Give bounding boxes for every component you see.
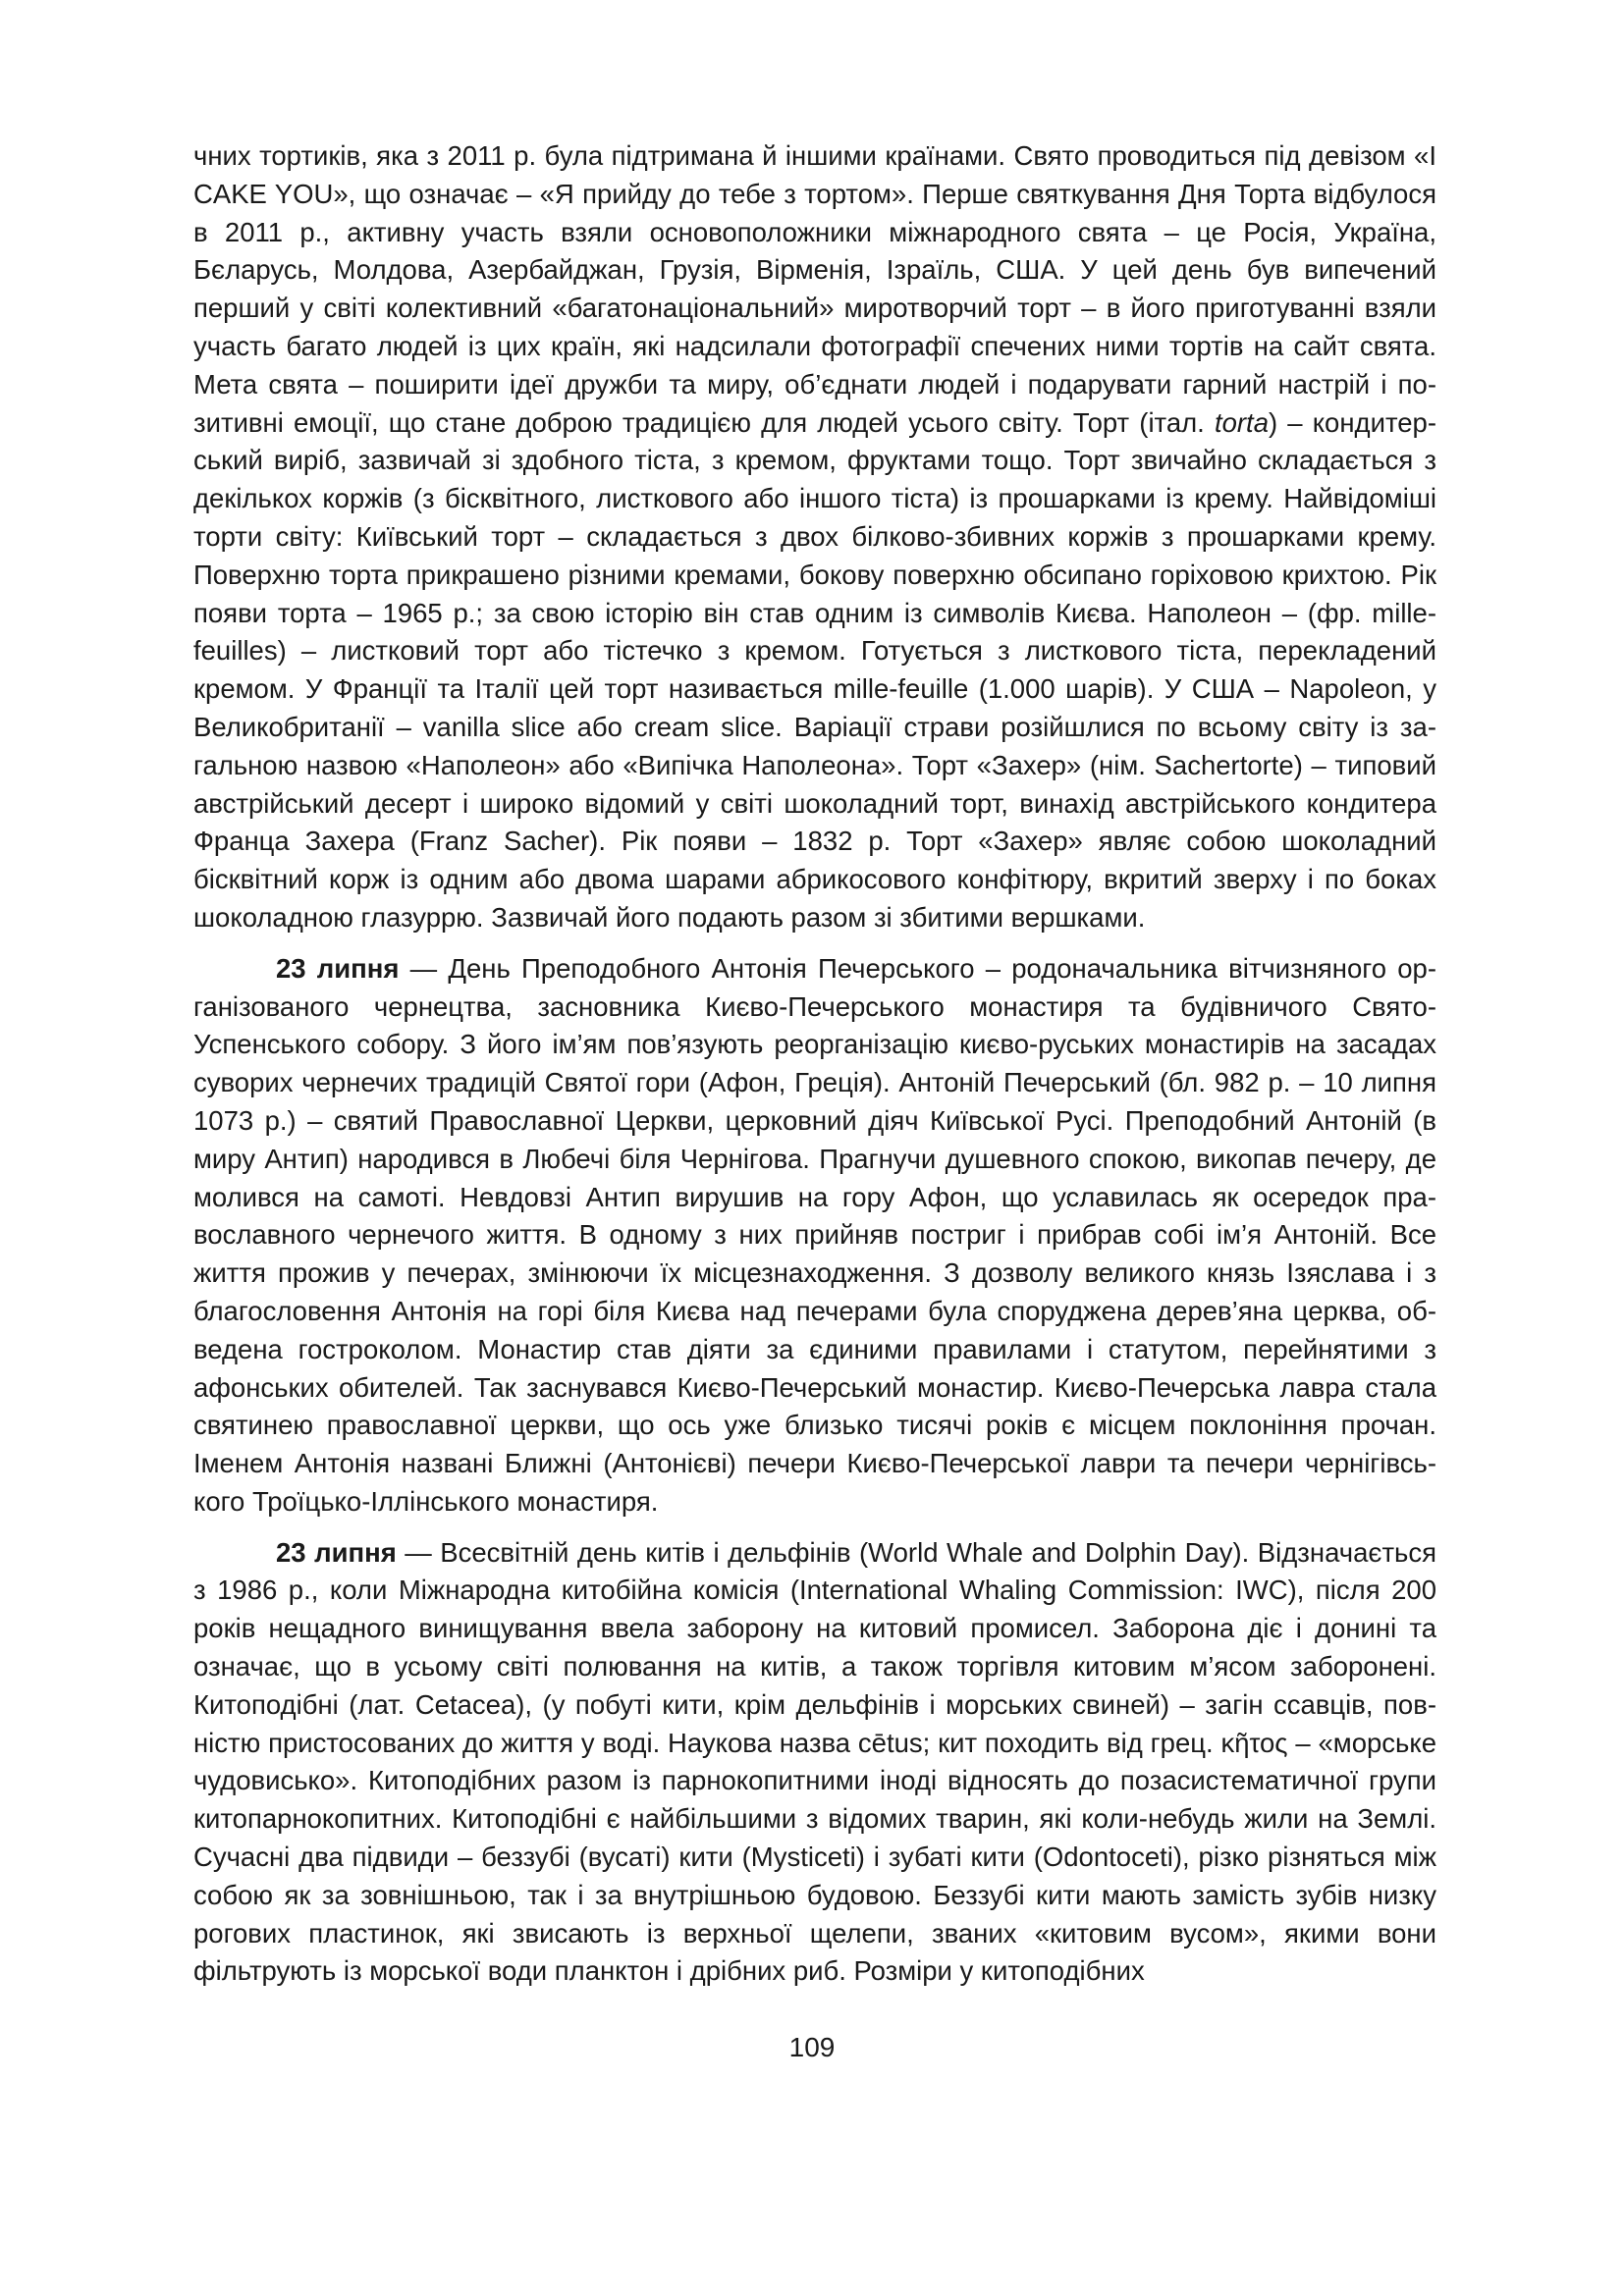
paragraph-text: — Всесвітній день китів і дельфінів (World Whale and Dolphin Day). Відзначається з 1986 р., коли Міжнародна китобійна комісія (International Whaling Commission: IWC), після 200 років нещадного винищування ввела заборону на китовий промисел. Заборона діє і донині та означає, що в усьому світі полювання на китів, а також торгівля китовим м’ясом заборонені. Китоподібні (лат. Cetacea), (у побуті кити, крім дельфінів і морських свиней) – загін ссавців, повністю пристосованих до життя у воді. Наукова назва cētus; кит походить від грец. κῆτος – «морське чудовисько». Китоподібних разом із парнокопитними іноді відносять до позасистематичної групи китопарнокопитних. Китоподібні є найбільшими з відомих тварин, які коли-небудь жили на Землі. Сучасні два підвиди – беззубі (вусаті) кити (Mysticeti) і зубаті кити (Odontoceti), різко різняться між собою як за зовнішньою, так і за внутрішньою будовою. Беззубі кити мають замість зубів низку рогових пластинок, які звисають із верхньої щелепи, званих «китовим вусом», якими вони фільтрують із морської води планктон і дрібних риб. Розміри у китоподібних (193, 1536, 1437, 1987)
paragraph-antoniy (193, 950, 1436, 1522)
paragraph-text: чних тортиків, яка з 2011 р. була підтримана й іншими країнами. Свято проводиться під девізом «I CAKE YOU», що означає – «Я прийду до тебе з тортом». Перше святкування Дня Торта відбулося в 2011 р., активну участь взяли основоположники міжнародного свята – це Росія, Україна, Бєларусь, Молдова, Азербайджан, Грузія, Вірменія, Ізраїль, США. У цей день був випечений перший у світі колективний «багатонаціональний» миротворчий торт – в його приготуванні взяли участь багато людей із цих країн, які надсилали фотографії спечених ними тортів на сайт свята. Мета свята – поширити ідеї дружби та миру, об’єднати людей і подарувати гарний настрій і позитивні емоції, що стане доброю традицією для людей усього світу. Торт (італ. (193, 140, 1436, 438)
page-body (193, 137, 1436, 1991)
page-number: 109 (788, 2032, 836, 2062)
date-heading: 23 липня (276, 1536, 397, 1568)
paragraph-text: ) – кондитерський виріб, зазвичай зі здобного тіста, з кремом, фруктами тощо. Торт звичайно складається з декількох коржів (з бісквітного, листкового або іншого тіста) із прошарками із крему. Найвідоміші торти світу: Київський торт – складається з двох білково-збивних коржів з прошарками крему. Поверхню торта прикрашено різними кремами, бокову поверхню обсипано горіховою крихтою. Рік появи торта – 1965 р.; за свою історію він став одним із символів Києва. Наполеон – (фр. mille-feuilles) – листковий торт або тістечко з кремом. Готується з листкового тіста, перекладений кремом. У Франції та Італії цей торт називається mille-feuille (1.000 шарів). У США – Napoleon, у Великобританії – vanilla slice або cream slice. Варіації страви розійшлися по всьому світу із загальною назвою «Наполеон» або «Випічка Наполеона». Торт «Захер» (нім. Sachertorte) – типовий австрійський десерт і широко відомий у світі шоколадний торт, винахід австрійського кондитера Франца Захера (Franz Sacher). Рік появи – 1832 р. Торт «Захер» являє собою шоколадний бісквітний корж із одним або двома шарами абрикосового конфітюру, вкритий зверху і по боках шоколадною глазуррю. Зазвичай його подають разом зі збитими вершками. (193, 406, 1436, 933)
paragraph-whale-day (193, 1534, 1436, 1992)
paragraph-cake-day (193, 137, 1436, 937)
italic-term: torta (1214, 406, 1269, 438)
paragraph-text: — День Преподобного Антонія Печерського – родоначальника вітчизняного організованого чернецтва, засновника Києво-Печерського монастиря та будівничого Свято-Успенського собору. З його ім’ям пов’язують реорганізацію києво-руських монастирів на засадах суворих чернечих традицій Святої гори (Афон, Греція). Антоній Печерський (бл. 982 р. – 10 липня 1073 р.) – святий Православної Церкви, церковний діяч Київської Русі. Преподобний Антоній (в миру Антип) народився в Любечі біля Чернігова. Прагнучи душевного спокою, викопав печеру, де молився на самоті. Невдовзі Антип вирушив на гору Афон, що уславилась як осередок православного чернечого життя. В одному з них прийняв постриг і прибрав собі ім’я Антоній. Все життя прожив у печерах, змінюючи їх місцезнаходження. З дозволу великого князь Ізяслава і з благословення Антонія на горі біля Києва над печерами була споруджена дерев’яна церква, обведена гостроколом. Монастир став діяти за єдиними правилами і статутом, перейнятими з афонських обителей. Так заснувався Києво-Печерський монастир. Києво-Печерська лавра стала святинею православної церкви, що ось уже близько тисячі років є місцем поклоніння прочан. Іменем Антонія названі Ближні (Антонієві) печери Києво-Печерської лаври та печери чернігівського Троїцько-Іллінського монастиря. (193, 952, 1436, 1517)
date-heading: 23 липня (276, 952, 400, 984)
